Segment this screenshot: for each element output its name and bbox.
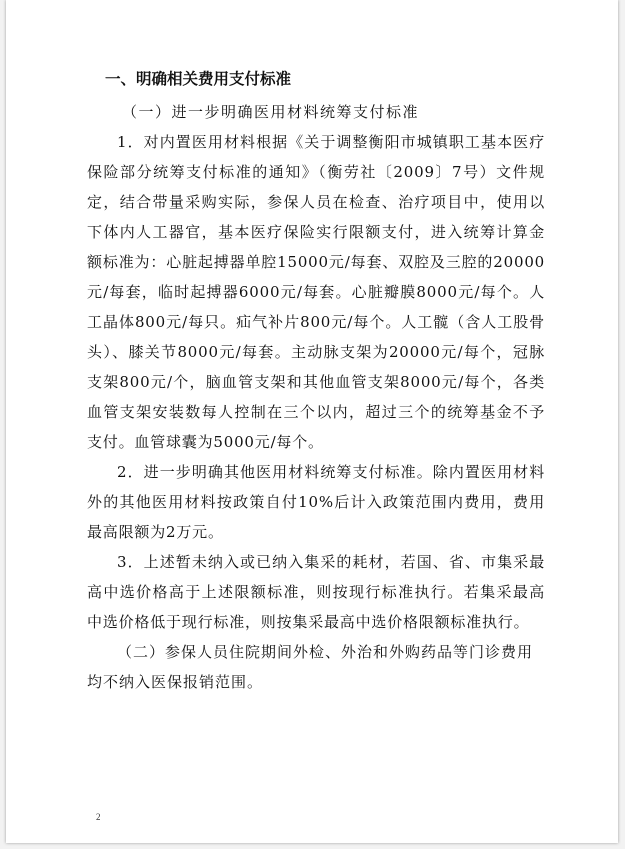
subsection-heading-2: （二）参保人员住院期间外检、外治和外购药品等门诊费用均不纳入医保报销范围。 bbox=[87, 643, 534, 691]
paragraph-1: 1．对内置医用材料根据《关于调整衡阳市城镇职工基本医疗保险部分统筹支付标准的通知》（衡劳社〔2009〕7号）文件规定，结合带量采购实际，参保人员在检查、治疗项目中，使用以下体内人工器官，基本医疗保险实行限额支付，进入统筹计算金额标准为：心脏起搏器单腔15000元/每套、双腔及三腔的20000元/每套，临时起搏器6000元/每套。心脏瓣膜8000元/每个。人工晶体800元/每只。疝气补片800元/每个。人工髋（含人工股骨头）、膝关节8000元/每套。主动脉支架为20000元/每个，冠脉支架800元/个，脑血管支架和其他血管支架8000元/每个，各类血管支架安装数每人控制在三个以内，超过三个的统筹基金不予支付。血管球囊为5000元/每个。 bbox=[87, 133, 545, 451]
paragraph-2: 2．进一步明确其他医用材料统筹支付标准。除内置医用材料外的其他医用材料按政策自付10%后计入政策范围内费用，费用最高限额为2万元。 bbox=[87, 463, 545, 541]
subsection-heading-1: （一）进一步明确医用材料统筹支付标准 bbox=[122, 103, 420, 121]
section-heading: 一、明确相关费用支付标准 bbox=[105, 70, 292, 88]
document-body bbox=[87, 64, 545, 697]
paragraph-3: 3．上述暂未纳入或已纳入集采的耗材，若国、省、市集采最高中选价格高于上述限额标准，则按现行标准执行。若集采最高中选价格低于现行标准，则按集采最高中选价格限额标准执行。 bbox=[87, 553, 545, 631]
page-number: 2 bbox=[96, 812, 101, 822]
document-page bbox=[6, 0, 618, 843]
